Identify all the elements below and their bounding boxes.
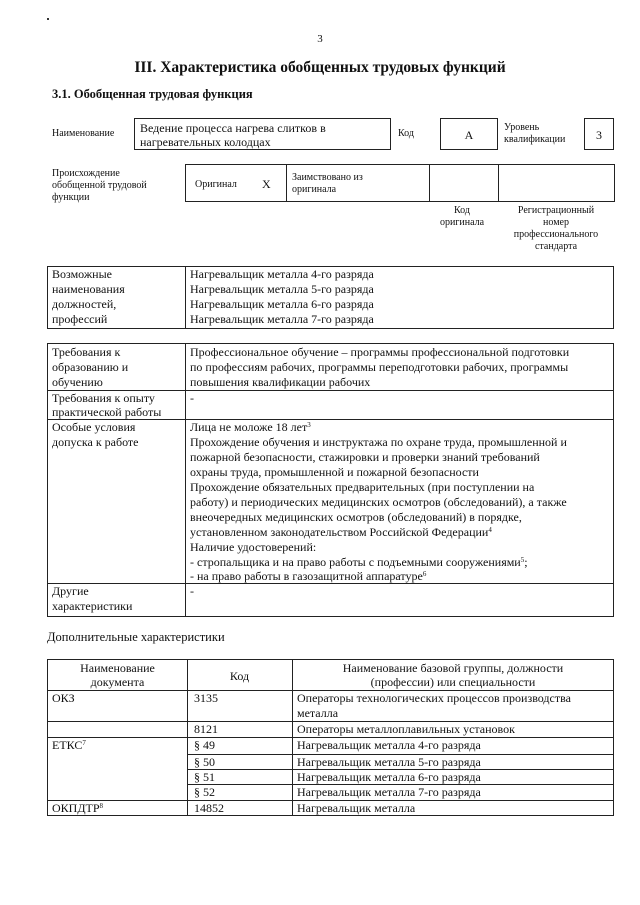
- footnote-ref: 5: [520, 556, 525, 564]
- etks-code: § 49: [194, 738, 215, 752]
- other-label-line2: характеристики: [52, 599, 133, 613]
- original-label: Оригинал: [195, 179, 237, 190]
- reg-caption-line1: Регистрационный: [517, 205, 595, 216]
- level-label-line2: квалификации: [504, 134, 566, 145]
- footnote-ref: 4: [488, 526, 492, 534]
- etks-code: § 52: [194, 785, 215, 799]
- special-label-line1: Особые условия: [52, 420, 136, 434]
- okpdtr-label: ОКПДТР$^8$: [52, 801, 104, 815]
- col-code: Код: [229, 669, 250, 683]
- scan-speck: [47, 18, 49, 20]
- code-label: Код: [398, 128, 414, 139]
- origin-table: [185, 164, 615, 202]
- footnote-ref: 8: [99, 802, 104, 810]
- etks-name: Нагревальщик металла 7-го разряда: [297, 785, 481, 799]
- reg-caption-line4: стандарта: [534, 241, 578, 252]
- special-medical-line4: установленном законодательством Российской Федерации$^4$: [190, 525, 492, 539]
- origin-label-line2: обобщенной трудовой: [52, 180, 147, 191]
- borrowed-label-line2: оригинала: [292, 184, 337, 195]
- experience-label-line1: Требования к опыту: [52, 391, 155, 405]
- position-item: Нагревальщик металла 7-го разряда: [190, 312, 374, 326]
- special-label-line2: допуска к работе: [52, 435, 139, 449]
- additional-heading: Дополнительные характеристики: [47, 630, 225, 644]
- col-doc-line2: документа: [90, 675, 145, 689]
- footnote-ref: 3: [307, 421, 311, 429]
- name-label: Наименование: [52, 128, 115, 139]
- special-training-line3: охраны труда, промышленной и пожарной безопасности: [190, 465, 479, 479]
- code-caption-line1: Код: [454, 205, 470, 216]
- level-value-box: [584, 118, 614, 150]
- special-training-line2: пожарной безопасности, стажировки и проверки знаний требований: [190, 450, 540, 464]
- etks-code: § 51: [194, 770, 215, 784]
- okz-code: 3135: [194, 691, 218, 705]
- education-label-line3: обучению: [52, 375, 103, 389]
- okz-name: Операторы технологических процессов производства: [297, 691, 571, 705]
- code-value-box: [440, 118, 498, 150]
- education-label-line2: образованию и: [52, 360, 129, 374]
- name-value-line2: нагревательных колодцах: [140, 135, 271, 149]
- col-name-line1: Наименование базовой группы, должности: [342, 661, 564, 675]
- special-cert2: - на право работы в газозащитной аппаратуре$^6$: [190, 569, 427, 583]
- special-certs-heading: Наличие удостоверений:: [190, 540, 317, 554]
- special-medical-line1: Прохождение обязательных предварительных (при поступлении на: [190, 480, 535, 494]
- special-medical-line2: работу) и периодических медицинских осмотров (обследований), а также: [190, 495, 567, 509]
- okz-label: ОКЗ: [52, 691, 75, 705]
- education-value-line2: по профессиям рабочих, программы переподготовки рабочих, программы: [190, 360, 569, 374]
- requirements-table: [47, 343, 614, 617]
- name-value-box: [134, 118, 391, 150]
- special-cert1: - стропальщика и на право работы с подъемными сооружениями$^5$;: [190, 555, 528, 569]
- special-training-line1: Прохождение обучения и инструктажа по охране труда, промышленной и: [190, 435, 567, 449]
- reg-caption-line2: номер: [543, 217, 569, 228]
- positions-label-line1: Возможные: [52, 267, 112, 281]
- position-item: Нагревальщик металла 5-го разряда: [190, 282, 374, 296]
- experience-label-line2: практической работы: [52, 405, 162, 419]
- origin-label-line1: Происхождение: [52, 168, 120, 179]
- education-value-line3: повышения квалификации рабочих: [190, 375, 371, 389]
- okpdtr-name: Нагревальщик металла: [297, 801, 416, 815]
- experience-value: -: [190, 391, 194, 405]
- okz-code: 8121: [194, 722, 218, 736]
- code-caption-line2: оригинала: [439, 217, 485, 228]
- etks-name: Нагревальщик металла 4-го разряда: [297, 738, 481, 752]
- etks-name: Нагревальщик металла 6-го разряда: [297, 770, 481, 784]
- other-value: -: [190, 584, 194, 598]
- footnote-ref: 6: [422, 570, 427, 578]
- level-value: 3: [596, 128, 602, 142]
- okpdtr-code: 14852: [194, 801, 224, 815]
- etks-name: Нагревальщик металла 5-го разряда: [297, 755, 481, 769]
- borrowed-label-line1: Заимствовано из: [292, 172, 363, 183]
- positions-label-line3: должностей,: [52, 297, 117, 311]
- other-label-line1: Другие: [52, 584, 89, 598]
- special-medical-line3: внеочередных медицинских осмотров (обследований) в порядке,: [190, 510, 522, 524]
- okz-name: Операторы металлоплавильных установок: [297, 722, 515, 736]
- okz-name-cont: металла: [297, 706, 339, 720]
- education-label-line1: Требования к: [52, 345, 121, 359]
- etks-label: ЕТКС$^7$: [52, 738, 86, 752]
- section-title: III. Характеристика обобщенных трудовых функций: [134, 59, 506, 76]
- etks-code: § 50: [194, 755, 215, 769]
- level-label-line1: Уровень: [504, 122, 540, 133]
- subsection-title: 3.1. Обобщенная трудовая функция: [52, 87, 253, 101]
- col-doc-line1: Наименование: [80, 661, 155, 675]
- col-name-line2: (профессии) или специальности: [370, 675, 536, 689]
- positions-label-line2: наименования: [52, 282, 125, 296]
- reg-caption-line3: профессионального: [513, 229, 599, 240]
- position-item: Нагревальщик металла 6-го разряда: [190, 297, 374, 311]
- page-number: 3: [317, 33, 323, 45]
- name-value-line1: Ведение процесса нагрева слитков в: [140, 121, 326, 135]
- positions-table: [47, 266, 614, 329]
- special-age: Лица не моложе 18 лет$^3$: [190, 420, 311, 434]
- additional-table: [47, 659, 614, 816]
- original-mark: X: [262, 177, 271, 191]
- position-item: Нагревальщик металла 4-го разряда: [190, 267, 374, 281]
- education-value-line1: Профессиональное обучение – программы профессиональной подготовки: [190, 345, 570, 359]
- origin-label-line3: функции: [52, 192, 90, 203]
- positions-label-line4: профессий: [52, 312, 108, 326]
- code-value: А: [464, 128, 474, 142]
- footnote-ref: 7: [82, 739, 86, 747]
